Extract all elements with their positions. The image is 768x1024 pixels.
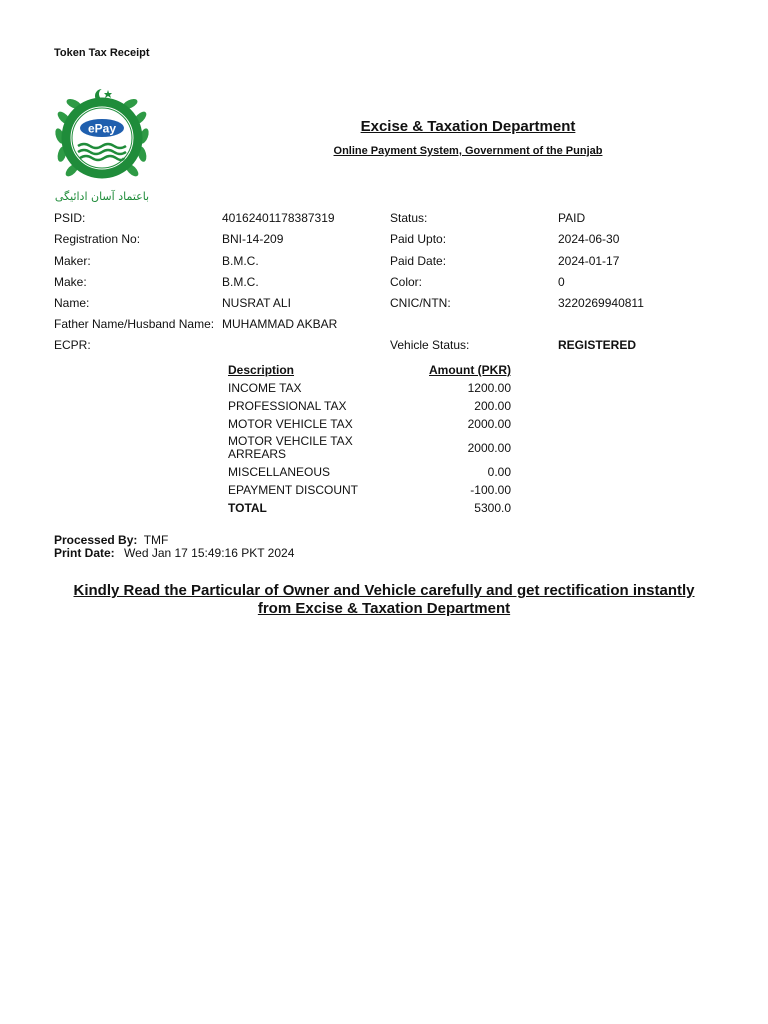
father-name-value: MUHAMMAD AKBAR [222, 317, 338, 331]
epay-logo-icon [50, 86, 154, 206]
father-name-label: Father Name/Husband Name: [54, 317, 215, 331]
color-label: Color: [390, 275, 423, 289]
row-amount: 2000.00 [467, 417, 511, 431]
total-amount: 5300.0 [474, 501, 511, 515]
department-title: Excise & Taxation Department [360, 118, 576, 135]
tax-table [228, 363, 514, 519]
table-row [228, 483, 514, 497]
table-row-total [228, 501, 514, 515]
notice-line-2: from Excise & Taxation Department [257, 600, 511, 617]
svg-text:باعتماد آسان ادائیگی: باعتماد آسان ادائیگی [54, 190, 150, 203]
psid-value: 40162401178387319 [222, 211, 335, 225]
print-date-value: Wed Jan 17 15:49:16 PKT 2024 [124, 546, 295, 560]
paid-date-label: Paid Date: [390, 254, 447, 268]
row-description: INCOME TAX [228, 380, 302, 395]
row-description: MISCELLANEOUS [228, 464, 331, 479]
paid-upto-value: 2024-06-30 [558, 232, 620, 246]
document-title: Token Tax Receipt [54, 47, 150, 59]
table-row [228, 417, 514, 431]
processed-by-label: Processed By: [54, 533, 138, 547]
vehicle-status-value: REGISTERED [558, 338, 637, 352]
name-label: Name: [54, 296, 90, 310]
amount-header: Amount (PKR) [429, 363, 511, 377]
ecpr-label: ECPR: [54, 338, 91, 352]
total-label: TOTAL [228, 500, 267, 515]
table-row [228, 465, 514, 479]
make-value: B.M.C. [222, 275, 259, 289]
maker-value: B.M.C. [222, 254, 259, 268]
table-row [228, 381, 514, 395]
row-amount: 2000.00 [467, 441, 511, 455]
cnic-label: CNIC/NTN: [390, 296, 451, 310]
epay-logo [50, 86, 154, 206]
row-description: MOTOR VEHICLE TAX [228, 416, 353, 431]
maker-label: Maker: [54, 254, 91, 268]
notice-line-1: Kindly Read the Particular of Owner and Vehicle carefully and get rectification instantly [73, 582, 695, 599]
processed-by-value: TMF [143, 533, 169, 547]
vehicle-status-label: Vehicle Status: [390, 338, 470, 352]
print-date-label: Print Date: [54, 546, 115, 560]
table-row [228, 399, 514, 413]
name-value: NUSRAT ALI [222, 296, 291, 310]
color-value: 0 [558, 275, 565, 289]
table-row [228, 435, 514, 461]
tax-table-header [228, 363, 514, 377]
paid-upto-label: Paid Upto: [390, 232, 447, 246]
status-label: Status: [390, 211, 428, 225]
row-amount: 1200.00 [467, 381, 511, 395]
rectification-notice [40, 582, 728, 618]
cnic-value: 3220269940811 [558, 296, 644, 310]
row-description: PROFESSIONAL TAX [228, 398, 347, 413]
psid-label: PSID: [54, 211, 86, 225]
processed-by [54, 533, 168, 547]
paid-date-value: 2024-01-17 [558, 254, 620, 268]
make-label: Make: [54, 275, 87, 289]
row-amount: -100.00 [470, 483, 511, 497]
row-description: EPAYMENT DISCOUNT [228, 482, 359, 497]
department-subtitle: Online Payment System, Government of the Punjab [333, 145, 603, 157]
status-value: PAID [558, 211, 586, 225]
registration-value: BNI-14-209 [222, 232, 284, 246]
description-header: Description [228, 362, 295, 377]
print-date [54, 546, 294, 560]
registration-label: Registration No: [54, 232, 141, 246]
row-amount: 200.00 [474, 399, 511, 413]
row-description: MOTOR VEHCILE TAX ARREARS [228, 434, 353, 461]
svg-text:ePay: ePay [87, 121, 117, 136]
row-amount: 0.00 [487, 465, 511, 479]
